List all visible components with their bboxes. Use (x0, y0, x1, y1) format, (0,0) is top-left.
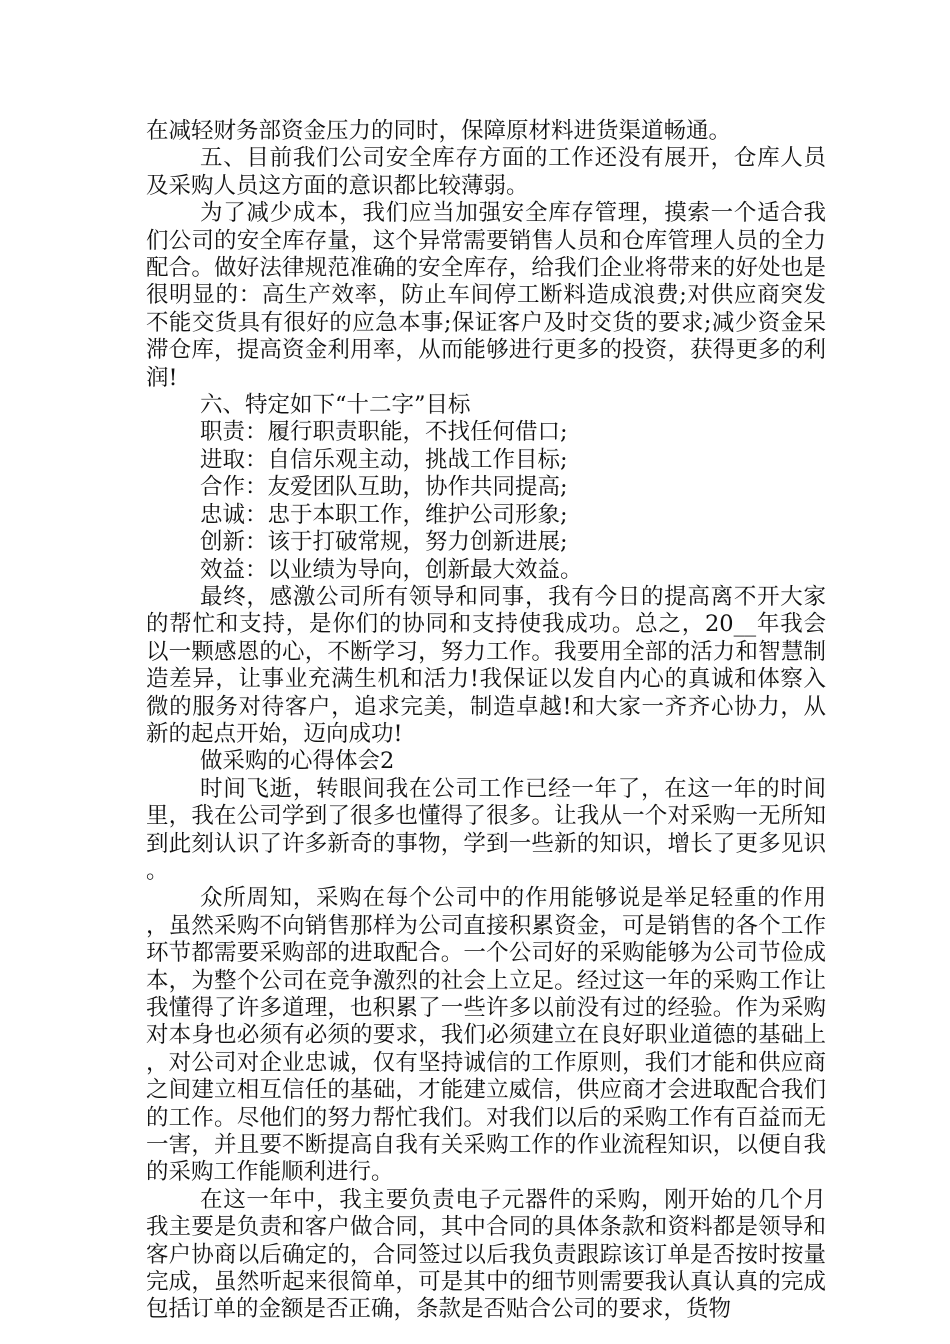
document-paragraph: 时间飞逝，转眼间我在公司工作已经一年了，在这一年的时间里，我在公司学到了很多也懂得了很多。让我从一个对采购一无所知到此刻认识了许多新奇的事物，学到一些新的知识，增长了更多见识。 (146, 775, 826, 884)
document-body (146, 118, 826, 1324)
document-paragraph: 在这一年中，我主要负责电子元器件的采购，刚开始的几个月我主要是负责和客户做合同，其中合同的具体条款和资料都是领导和客户协商以后确定的，合同签过以后我负责跟踪该订单是否按时按量完成，虽然听起来很简单，可是其中的细节则需要我认真认真的完成包括订单的金额是否正确，条款是否贴合公司的要求，货物 (146, 1186, 826, 1323)
document-paragraph: 六、特定如下“十二字”目标 (200, 392, 471, 419)
document-paragraph: 做采购的心得体会2 (200, 748, 395, 775)
document-paragraph: 最终，感激公司所有领导和同事，我有今日的提高离不开大家的帮忙和支持，是你们的协同和支持使我成功。总之，20__年我会以一颗感恩的心，不断学习，努力工作。我要用全部的活力和智慧制造差异，让事业充满生机和活力!我保证以发自内心的真诚和体察入微的服务对待客户，追求完美，制造卓越!和大家一齐齐心协力，从新的起点开始，迈向成功! (146, 583, 826, 747)
document-paragraph: 众所周知，采购在每个公司中的作用能够说是举足轻重的作用，虽然采购不向销售那样为公司直接积累资金，可是销售的各个工作环节都需要采购部的进取配合。一个公司好的采购能够为公司节俭成本，为整个公司在竞争激烈的社会上立足。经过这一年的采购工作让我懂得了许多道理，也积累了一些许多以前没有过的经验。作为采购对本身也必须有必须的要求，我们必须建立在良好职业道德的基础上，对公司对企业忠诚，仅有坚持诚信的工作原则，我们才能和供应商之间建立相互信任的基础，才能建立威信，供应商才会进取配合我们的工作。尽他们的努力帮忙我们。对我们以后的采购工作有百益而无一害，并且要不断提高自我有关采购工作的作业流程知识，以便自我的采购工作能顺利进行。 (146, 885, 826, 1186)
document-paragraph: 为了减少成本，我们应当加强安全库存管理，摸索一个适合我们公司的安全库存量，这个异常需要销售人员和仓库管理人员的全力配合。做好法律规范准确的安全库存，给我们企业将带来的好处也是很明显的：高生产效率，防止车间停工断料造成浪费;对供应商突发不能交货具有很好的应急本事;保证客户及时交货的要求;减少资金呆滞仓库，提高资金利用率，从而能够进行更多的投资，获得更多的利润! (146, 200, 826, 391)
document-paragraph: 合作：友爱团队互助，协作共同提高; (200, 474, 568, 501)
document-paragraph: 五、目前我们公司安全库存方面的工作还没有展开，仓库人员及采购人员这方面的意识都比较薄弱。 (146, 145, 826, 199)
document-paragraph: 职责：履行职责职能，不找任何借口; (200, 419, 568, 446)
document-paragraph: 进取：自信乐观主动，挑战工作目标; (200, 446, 568, 473)
document-paragraph: 创新：该于打破常规，努力创新进展; (200, 529, 568, 556)
document-paragraph: 忠诚：忠于本职工作，维护公司形象; (200, 501, 568, 528)
document-paragraph: 效益：以业绩为导向，创新最大效益。 (200, 556, 583, 583)
document-paragraph: 在减轻财务部资金压力的同时，保障原材料进货渠道畅通。 (146, 118, 732, 144)
